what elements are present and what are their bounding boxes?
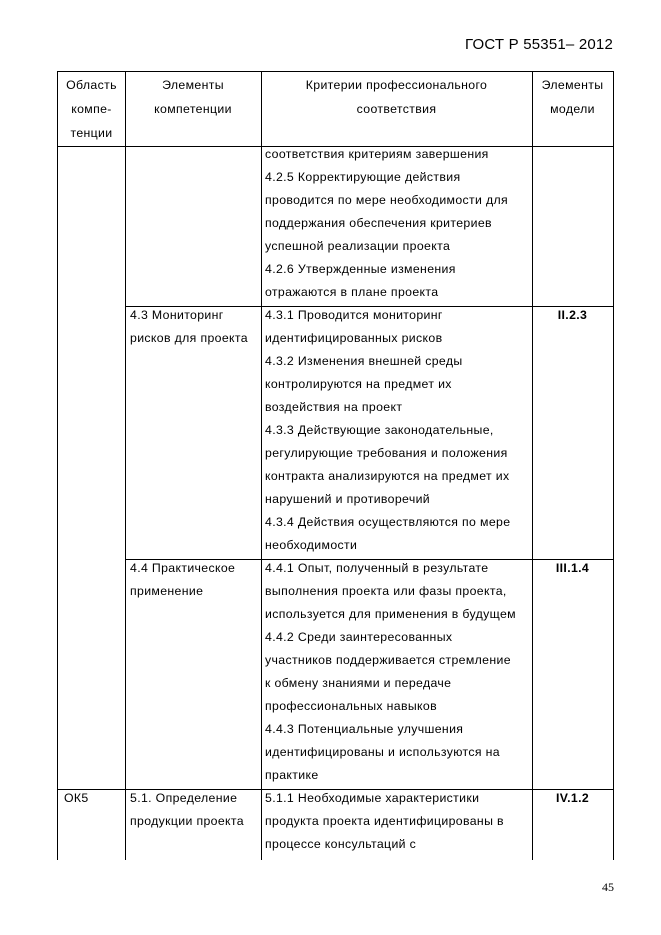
criteria-line: используется для применения в будущем xyxy=(265,607,516,621)
criteria-line: 4.4.2 Среди заинтересованных xyxy=(265,630,453,644)
element-line: 5.1. Определение xyxy=(130,791,238,805)
criteria-line: воздействия на проект xyxy=(265,400,403,414)
criteria-line: контролируются на предмет их xyxy=(265,377,452,391)
element-line: 4.3 Мониторинг xyxy=(130,308,224,322)
table-top-border xyxy=(58,71,613,72)
criteria-line: выполнения проекта или фазы проекта, xyxy=(265,584,507,598)
competence-area: ОК5 xyxy=(64,791,89,805)
header-model-line: модели xyxy=(550,102,595,116)
criteria-line: успешной реализации проекта xyxy=(265,239,451,253)
competence-table xyxy=(57,71,614,860)
criteria-line: 4.2.6 Утвержденные изменения xyxy=(265,262,456,276)
header-elements-line: компетенции xyxy=(154,102,232,116)
criteria-line: необходимости xyxy=(265,538,358,552)
criteria-line: 4.3.2 Изменения внешней среды xyxy=(265,354,463,368)
header-criteria xyxy=(261,73,532,121)
column-divider xyxy=(532,71,533,860)
table-row-element xyxy=(130,304,248,350)
criteria-line: проводится по мере необходимости для xyxy=(265,193,509,207)
criteria-line: соответствия критериям завершения xyxy=(265,147,489,161)
header-area xyxy=(58,73,125,145)
criteria-line: 4.2.5 Корректирующие действия xyxy=(265,170,461,184)
header-elements-line: Элементы xyxy=(162,78,224,92)
element-line: продукции проекта xyxy=(130,814,244,828)
table-row-criteria xyxy=(265,787,504,856)
table-row-criteria xyxy=(265,143,508,304)
table-row-element xyxy=(130,787,244,833)
criteria-line: 4.4.1 Опыт, полученный в результате xyxy=(265,561,489,575)
criteria-line: продукта проекта идентифицированы в xyxy=(265,814,504,828)
column-divider xyxy=(125,71,126,860)
criteria-line: 5.1.1 Необходимые характеристики xyxy=(265,791,480,805)
criteria-line: 4.3.1 Проводится мониторинг xyxy=(265,308,443,322)
criteria-line: идентифицированы и используются на xyxy=(265,745,500,759)
criteria-line: практике xyxy=(265,768,319,782)
document-header: ГОСТ Р 55351– 2012 xyxy=(465,36,613,53)
criteria-line: регулирующие требования и положения xyxy=(265,446,508,460)
element-line: применение xyxy=(130,584,204,598)
header-model xyxy=(532,73,613,121)
criteria-line: поддержания обеспечения критериев xyxy=(265,216,492,230)
element-line: рисков для проекта xyxy=(130,331,248,345)
model-code: II.2.3 xyxy=(557,308,588,322)
header-model-line: Элементы xyxy=(541,78,604,92)
criteria-line: нарушений и противоречий xyxy=(265,492,431,506)
model-code: III.1.4 xyxy=(555,561,590,575)
table-row-criteria xyxy=(265,304,510,557)
table-row-criteria xyxy=(265,557,516,787)
header-area-line: компе- xyxy=(71,102,112,116)
criteria-line: контракта анализируются на предмет их xyxy=(265,469,510,483)
criteria-line: участников поддерживается стремление xyxy=(265,653,511,667)
header-area-line: тенции xyxy=(70,126,113,140)
page-number: 45 xyxy=(602,880,614,894)
header-area-line: Область xyxy=(66,78,117,92)
element-line: 4.4 Практическое xyxy=(130,561,236,575)
column-divider xyxy=(261,71,262,860)
header-criteria-line: соответствия xyxy=(356,102,437,116)
criteria-line: отражаются в плане проекта xyxy=(265,285,439,299)
criteria-line: 4.4.3 Потенциальные улучшения xyxy=(265,722,464,736)
criteria-line: к обмену знаниями и передаче xyxy=(265,676,452,690)
criteria-line: профессиональных навыков xyxy=(265,699,437,713)
model-code: IV.1.2 xyxy=(555,791,590,805)
criteria-line: идентифицированных рисков xyxy=(265,331,443,345)
criteria-line: процессе консультаций с xyxy=(265,837,417,851)
table-row-element xyxy=(130,557,235,603)
header-criteria-line: Критерии профессионального xyxy=(305,78,488,92)
header-elements xyxy=(125,73,261,121)
criteria-line: 4.3.4 Действия осуществляются по мере xyxy=(265,515,511,529)
criteria-line: 4.3.3 Действующие законодательные, xyxy=(265,423,494,437)
